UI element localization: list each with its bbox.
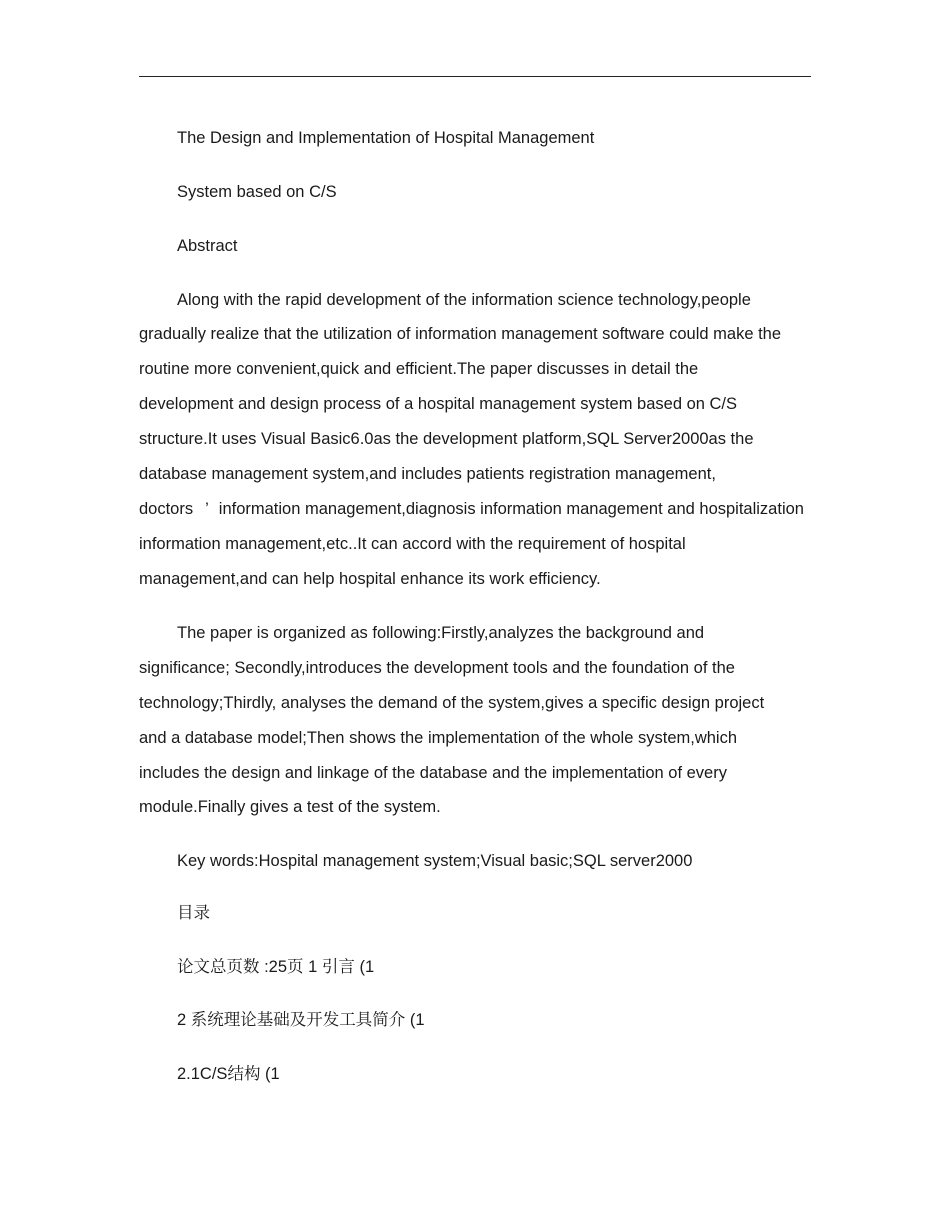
paragraph-line: gradually realize that the utilization of information management software could make the [139,325,782,343]
line-text: information management,diagnosis information management and hospitalization [218,500,804,518]
paragraph-line: management,and can help hospital enhance its work efficiency. [139,570,601,588]
paragraph-line: module.Finally gives a test of the system. [139,798,441,816]
paragraph-line: Along with the rapid development of the information science technology,people [177,291,751,309]
title-line-1: The Design and Implementation of Hospital Management [177,129,595,147]
paragraph-line: The paper is organized as following:Firstly,analyzes the background and [177,624,705,642]
title-line-2: System based on C/S [177,183,337,201]
toc-heading: 目录 [177,904,210,922]
paragraph-line: routine more convenient,quick and efficient.The paper discusses in detail the [139,360,699,378]
paragraph-line: significance; Secondly,introduces the development tools and the foundation of the [139,659,735,677]
paragraph-line: information management,etc..It can accord with the requirement of hospital [139,535,686,553]
header-rule [139,76,811,77]
apostrophe: ’ [205,500,209,518]
paragraph-line: and a database model;Then shows the implementation of the whole system,which [139,729,738,747]
paragraph-line: database management system,and includes patients registration management, [139,465,716,483]
toc-item: 论文总页数 :25页 1 引言 (1 [177,958,375,976]
paragraph-line: includes the design and linkage of the database and the implementation of every [139,764,727,782]
abstract-heading: Abstract [177,237,238,255]
keywords: Key words:Hospital management system;Visual basic;SQL server2000 [177,852,693,870]
paragraph-line: structure.It uses Visual Basic6.0as the development platform,SQL Server2000as the [139,430,754,448]
toc-item: 2 系统理论基础及开发工具简介 (1 [177,1011,425,1029]
paragraph-line: development and design process of a hospital management system based on C/S [139,395,738,413]
paragraph-line [139,499,804,519]
toc-item: 2.1C/S结构 (1 [177,1065,280,1083]
paragraph-line: technology;Thirdly, analyses the demand of the system,gives a specific design project [139,694,765,712]
line-text: doctors [139,500,194,518]
